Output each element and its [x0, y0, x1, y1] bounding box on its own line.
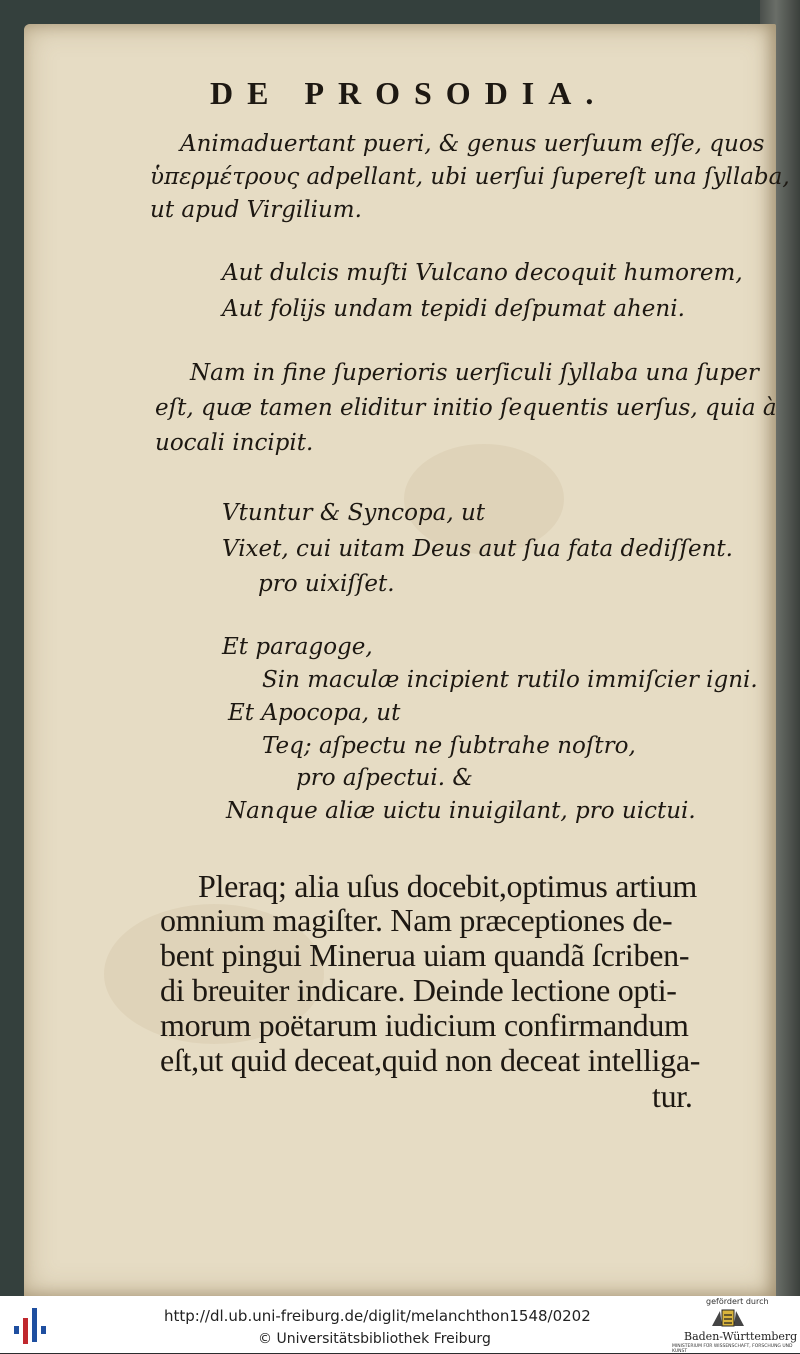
text-line: pro aſpectui. & [296, 765, 473, 791]
text-line: tur. [652, 1078, 693, 1114]
text-line: Pleraq; alia uſus docebit,optimus artium [198, 868, 698, 904]
text-line: eſt, quæ tamen eliditur initio ſequentis uerſus, quia à [155, 395, 777, 421]
sponsor-ministry: MINISTERIUM FÜR WISSENSCHAFT, FORSCHUNG UND KUNST [672, 1344, 793, 1354]
sponsor-label: gefördert durch [706, 1297, 769, 1306]
verse-line: Aut dulcis muſti Vulcano decoquit humorem, [222, 260, 743, 286]
bw-coat-of-arms-icon [710, 1307, 746, 1329]
source-url-link[interactable]: http://dl.ub.uni-freiburg.de/diglit/melanchthon1548/0202 [164, 1307, 591, 1325]
text-line: pro uixiſſet. [258, 571, 395, 597]
text-line: Animaduertant pueri, & genus uerſuum eſſe, quos [180, 131, 765, 157]
text-line: Et Apocopa, ut [228, 700, 401, 726]
text-line: Et paragoge, [222, 634, 373, 660]
text-line: morum poëtarum iudicium confirmandum [160, 1007, 689, 1043]
text-line: bent pingui Minerua uiam quandã ſcriben- [160, 937, 690, 973]
verse-line: Sin maculæ incipient rutilo immiſcier igni. [262, 667, 758, 693]
text-line: omnium magiſter. Nam præceptiones de- [160, 902, 673, 938]
text-line: ὑπερμέτρους adpellant, ubi uerſui ſupereſt una ſyllaba, [150, 164, 790, 190]
verse-line: Vixet, cui uitam Deus aut ſua fata dediſſent. [222, 536, 733, 562]
text-line: di breuiter indicare. Deinde lectione opti- [160, 972, 677, 1008]
text-line: Vtuntur & Syncopa, ut [222, 500, 486, 526]
verse-line: Aut folijs undam tepidi deſpumat aheni. [222, 296, 685, 322]
page-heading: DE PROSODIA. [210, 75, 608, 111]
copyright-notice: © Universitätsbibliothek Freiburg [258, 1331, 491, 1347]
ub-freiburg-logo-icon [14, 1304, 50, 1344]
text-line: ut apud Virgilium. [150, 197, 362, 223]
text-line: Nam in fine ſuperioris uerſiculi ſyllaba una ſuper [190, 360, 759, 386]
text-line: uocali incipit. [155, 430, 314, 456]
verse-line: Nanque aliæ uictu inuigilant, pro uictui. [226, 798, 696, 824]
verse-line: Teq; aſpectu ne ſubtrahe noſtro, [262, 733, 636, 759]
text-line: eſt,ut quid deceat,quid non deceat intelliga- [160, 1042, 701, 1078]
sponsor-name: Baden-Württemberg [684, 1330, 798, 1343]
